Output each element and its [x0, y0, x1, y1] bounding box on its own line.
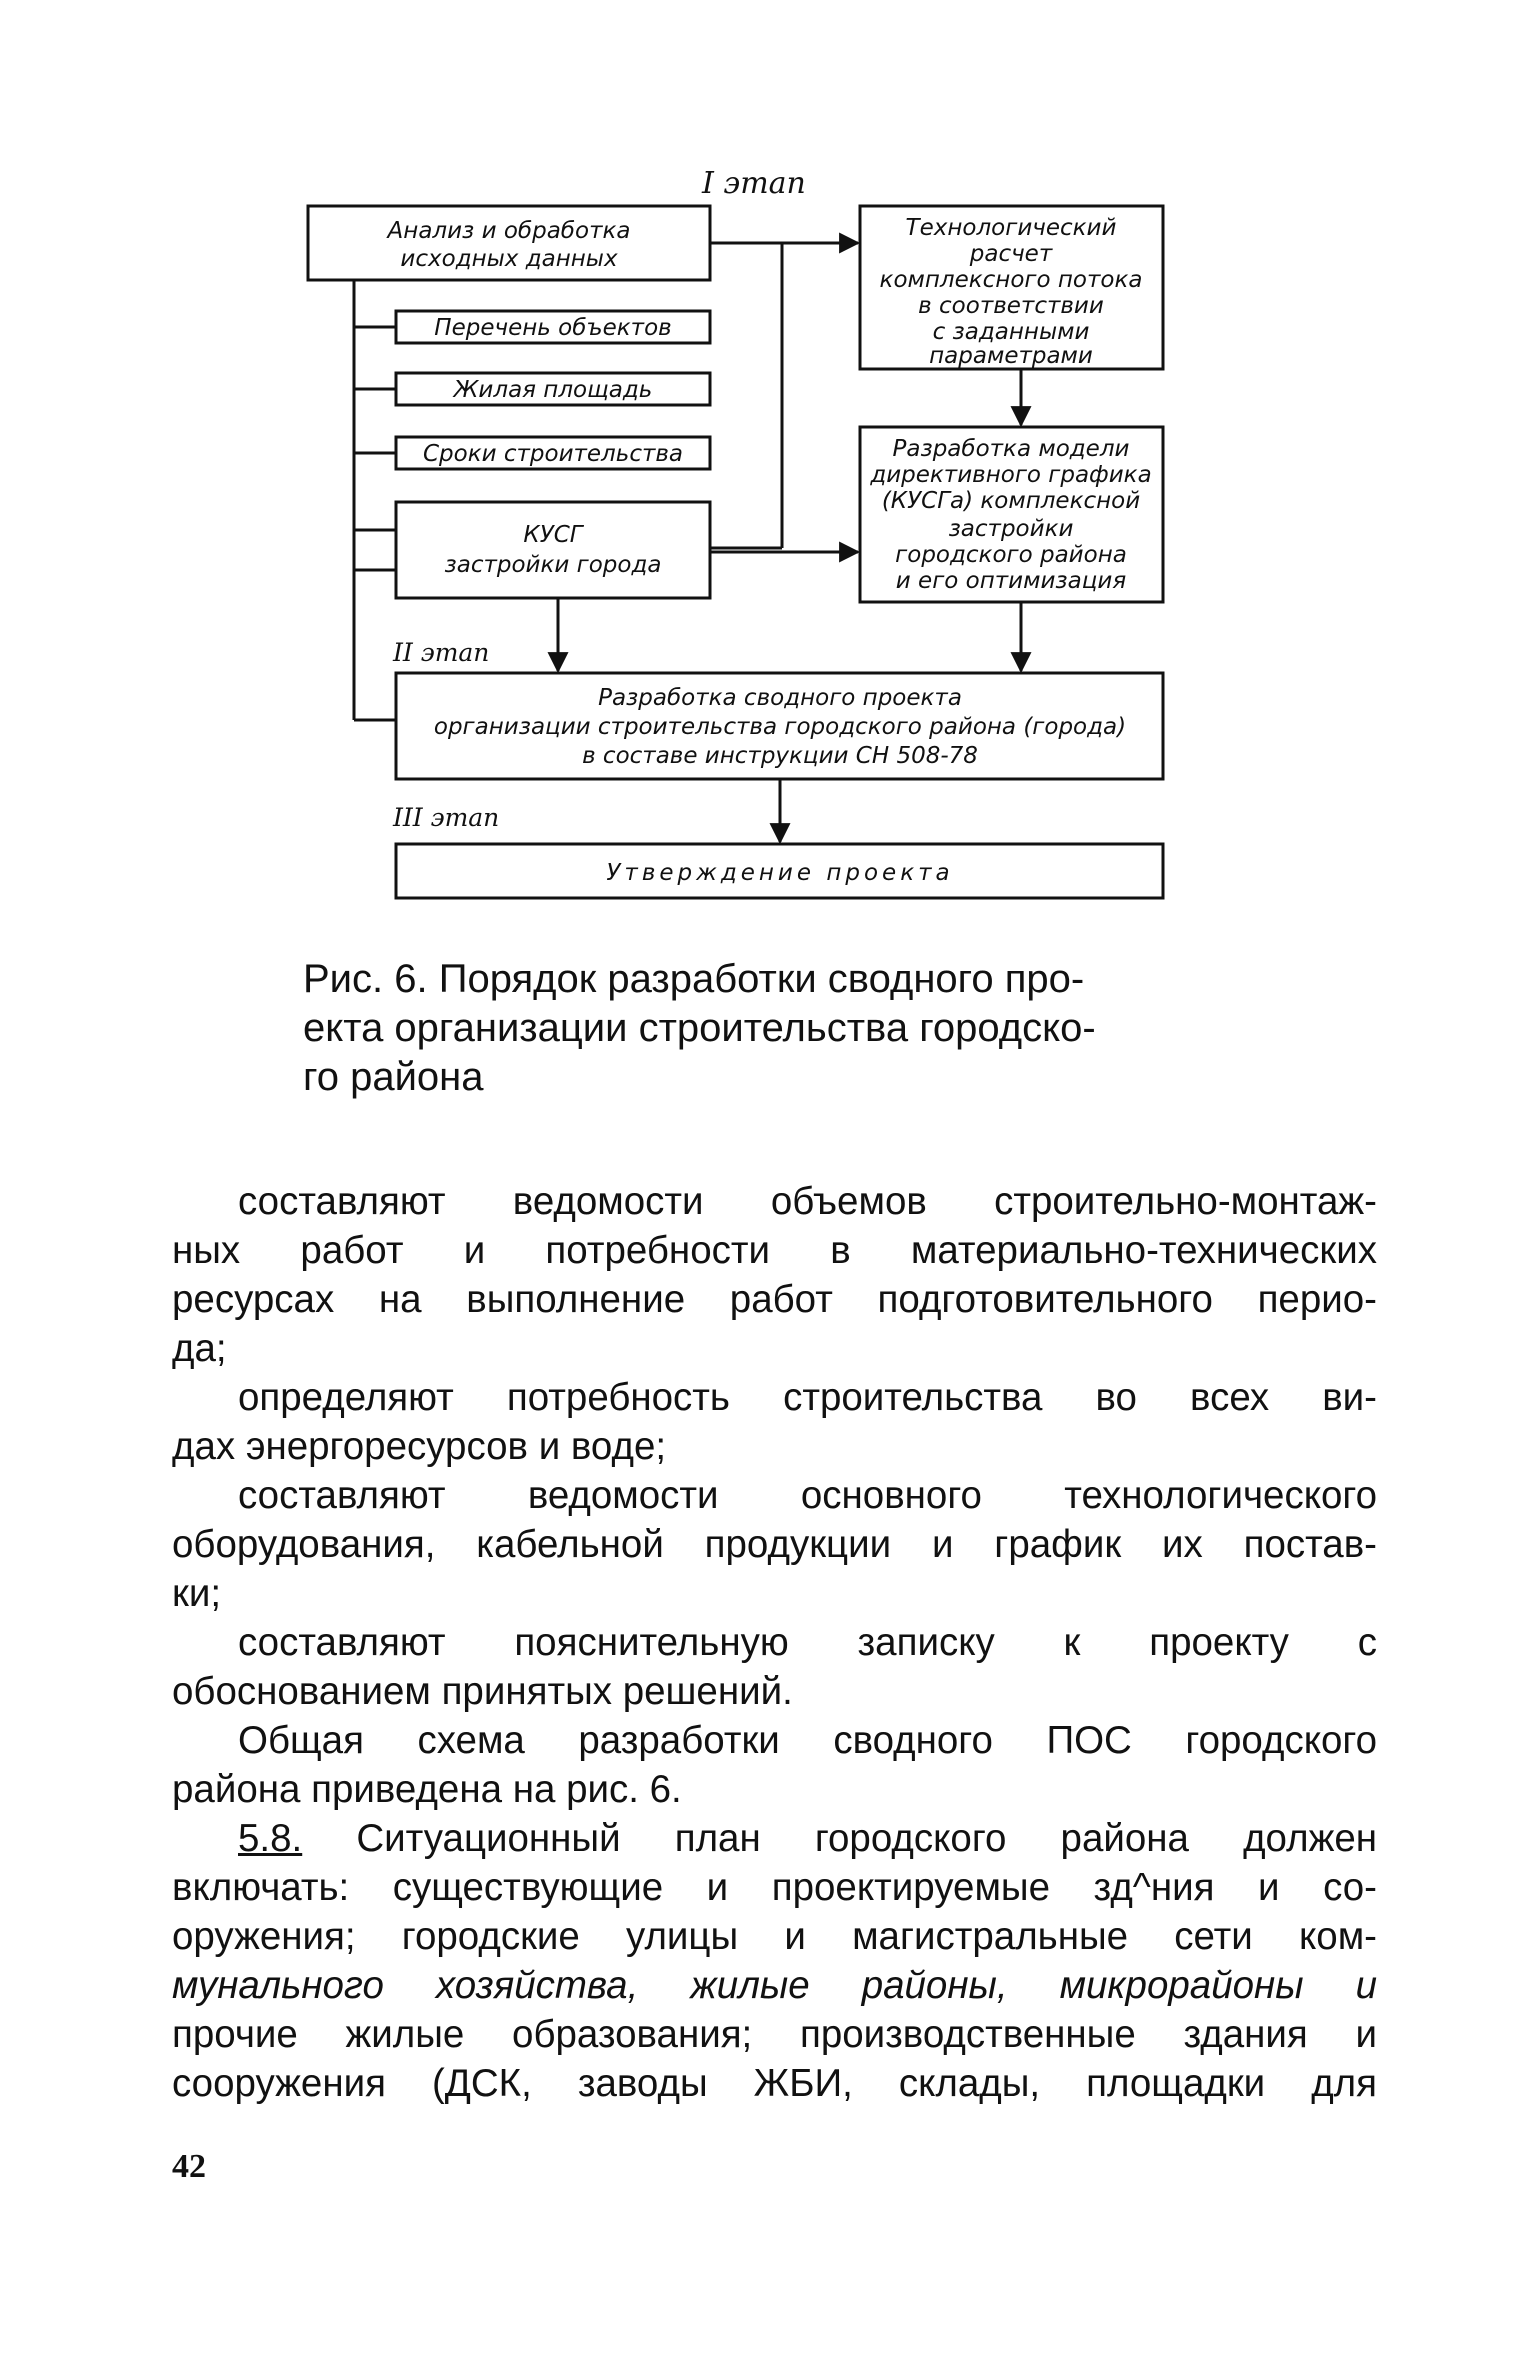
box-model-development	[860, 427, 1163, 602]
text-line: дах энергоресурсов и воде;	[172, 1425, 667, 1468]
box-construction-terms	[396, 437, 710, 469]
box-tech-calc	[860, 206, 1163, 369]
stage-2-label: II этап	[393, 638, 490, 667]
text-line	[172, 1814, 1377, 1863]
box-living-area-label: Жилая площадь	[453, 377, 653, 403]
stage-3-label: III этап	[393, 803, 500, 832]
paragraph-2	[172, 1373, 1377, 1471]
paragraph-4	[172, 1618, 1377, 1716]
box-model-line4: застройки	[948, 516, 1074, 542]
caption-line: Рис. 6. Порядок разработки сводного про-	[303, 957, 1085, 1001]
box-approval	[396, 844, 1163, 898]
text-line: да;	[172, 1327, 227, 1370]
box-tech-calc-line4: в соответствии	[918, 293, 1104, 319]
box-objects-list	[396, 311, 710, 343]
box-kusg-line1: КУСГ	[523, 522, 583, 548]
text-line: составляют ведомости основного технологического	[238, 1474, 1377, 1517]
box-summary-line1: Разработка сводного проекта	[598, 685, 962, 711]
box-model-line6: и его оптимизация	[895, 568, 1127, 594]
flowchart-diagram	[0, 0, 1535, 930]
box-tech-calc-line2: расчет	[969, 241, 1053, 267]
text-line: сооружения (ДСК, заводы ЖБИ, склады, площадки для	[172, 2062, 1377, 2105]
box-kusg	[396, 502, 710, 598]
box-construction-terms-label: Сроки строительства	[422, 441, 684, 467]
text-line: включать: существующие и проектируемые зд^ния и со-	[172, 1866, 1377, 1909]
text-line: мунального хозяйства, жилые районы, микрорайоны и	[172, 1964, 1377, 2007]
text-line: оборудования, кабельной продукции и график их постав-	[172, 1523, 1377, 1566]
box-summary-line2: организации строительства городского района (города)	[433, 714, 1127, 740]
box-kusg-line2: застройки города	[444, 552, 662, 578]
box-summary-line3: в составе инструкции СН 508-78	[582, 743, 978, 769]
box-objects-list-label: Перечень объектов	[434, 315, 672, 341]
box-model-line2: директивного графика	[870, 462, 1152, 488]
stage-1-label: I этап	[702, 166, 806, 201]
section-first-line: Ситуационный план городского района должен	[302, 1817, 1377, 1860]
body-text	[172, 1177, 1377, 2108]
box-tech-calc-line3: комплексного потока	[879, 267, 1143, 293]
paragraph-5	[172, 1716, 1377, 1814]
box-model-line3: (КУСГа) комплексной	[881, 488, 1141, 514]
box-approval-label: Утверждение проекта	[606, 860, 954, 886]
text-line: прочие жилые образования; производственные здания и	[172, 2013, 1377, 2056]
text-line: ки;	[172, 1572, 222, 1615]
text-line: Общая схема разработки сводного ПОС городского	[238, 1719, 1377, 1762]
paragraph-6	[172, 1814, 1377, 2108]
box-data-analysis-line1: Анализ и обработка	[387, 218, 631, 244]
paragraph-3	[172, 1471, 1377, 1618]
text-line: определяют потребность строительства во всех ви-	[238, 1376, 1377, 1419]
text-line: района приведена на рис. 6.	[172, 1768, 682, 1811]
text-line: составляют пояснительную записку к проекту с	[238, 1621, 1377, 1664]
box-tech-calc-line1: Технологический	[905, 215, 1117, 241]
text-line: обоснованием принятых решений.	[172, 1670, 793, 1713]
text-line: ных работ и потребности в материально-технических	[172, 1229, 1377, 1272]
page-number: 42	[172, 2148, 206, 2185]
text-line: составляют ведомости объемов строительно-монтаж-	[238, 1180, 1377, 1223]
caption-line: го района	[303, 1055, 484, 1099]
box-data-analysis	[308, 206, 710, 280]
paragraph-1	[172, 1177, 1377, 1373]
caption-line: екта организации строительства городско-	[303, 1006, 1096, 1050]
box-summary-project	[396, 673, 1163, 779]
box-data-analysis-line2: исходных данных	[400, 246, 618, 272]
figure-caption	[303, 955, 1223, 1102]
section-number: 5.8.	[238, 1817, 303, 1860]
box-tech-calc-line6: параметрами	[929, 343, 1093, 369]
box-living-area	[396, 373, 710, 405]
box-model-line1: Разработка модели	[892, 436, 1130, 462]
box-model-line5: городского района	[895, 542, 1127, 568]
text-line: оружения; городские улицы и магистральные сети ком-	[172, 1915, 1377, 1958]
box-tech-calc-line5b: с заданными	[932, 319, 1090, 345]
text-line: ресурсах на выполнение работ подготовительного перио-	[172, 1278, 1377, 1321]
